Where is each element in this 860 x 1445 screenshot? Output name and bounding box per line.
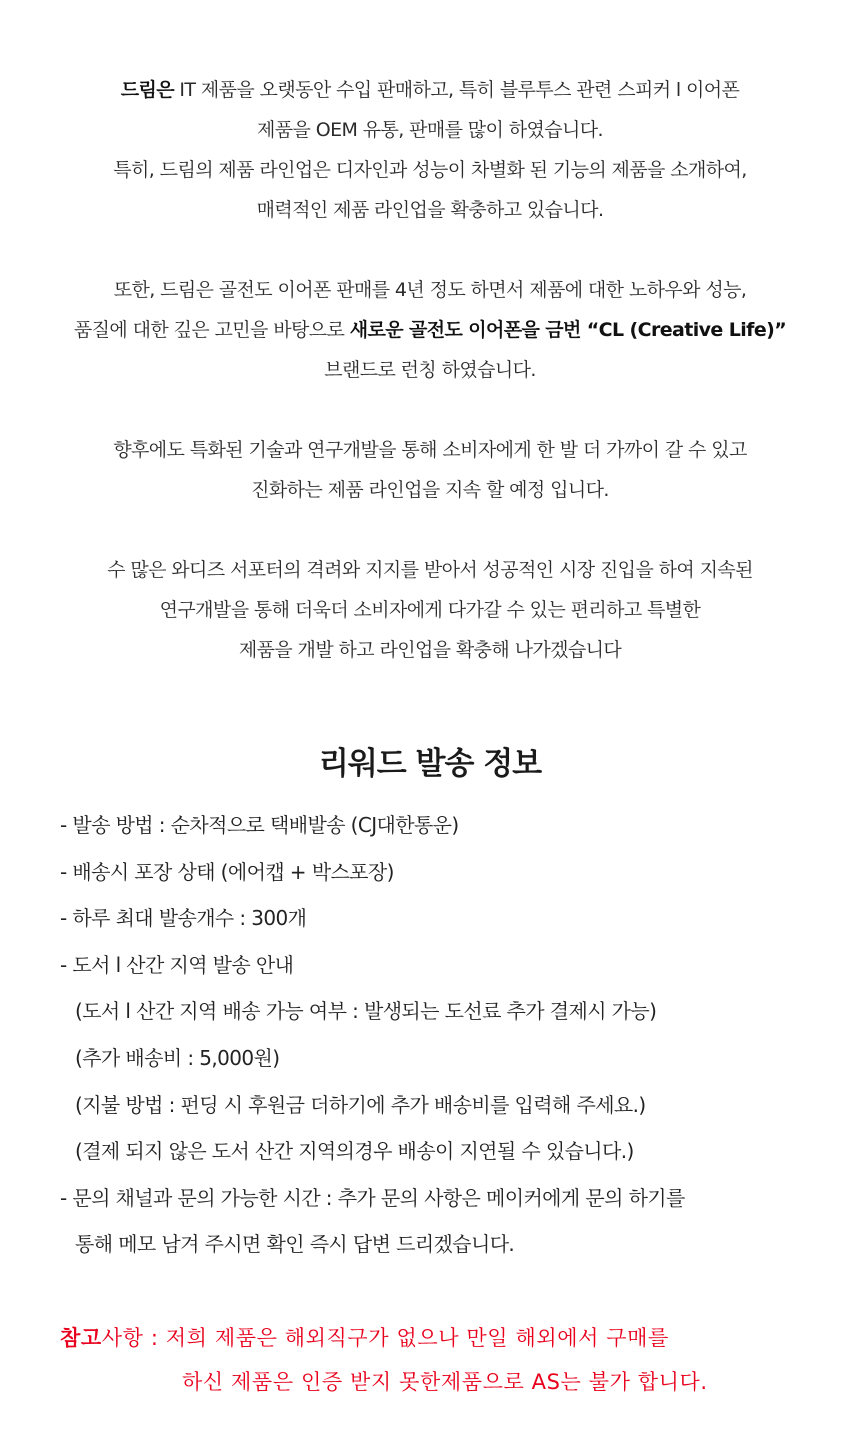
reference-note	[60, 1316, 840, 1404]
intro-line: 특히, 드림의 제품 라인업은 디자인과 성능이 차별화 된 기능의 제품을 소개하여,	[113, 159, 747, 181]
brand-introduction	[0, 70, 860, 670]
intro-line: 드림은 IT 제품을 오랫동안 수입 판매하고, 특히 블루투스 관련 스피커 l 이어폰	[120, 79, 740, 101]
intro-line: 매력적인 제품 라인업을 확충하고 있습니다.	[256, 199, 604, 221]
shipping-info-line: - 도서 l 산간 지역 발송 안내	[60, 952, 294, 977]
brand-launch-highlight: 새로운 골전도 이어폰을 금번 “CL (Creative Life)”	[349, 319, 787, 341]
shipping-info-line: - 배송시 포장 상태 (에어캡 + 박스포장)	[60, 859, 394, 884]
shipping-info-line: (추가 배송비 : 5,000원)	[75, 1045, 280, 1070]
intro-line: 품질에 대한 깊은 고민을 바탕으로 새로운 골전도 이어폰을 금번 “CL (Creative Life)”	[73, 319, 787, 341]
paragraph-gap	[0, 230, 860, 270]
intro-line: 향후에도 특화된 기술과 연구개발을 통해 소비자에게 한 발 더 가까이 갈 수 있고	[113, 439, 747, 461]
paragraph-gap	[0, 390, 860, 430]
note-line: 참고사항 : 저희 제품은 해외직구가 없으나 만일 해외에서 구매를	[60, 1326, 669, 1350]
shipping-info-line: - 하루 최대 발송개수 : 300개	[60, 906, 307, 931]
intro-line: 진화하는 제품 라인업을 지속 할 예정 입니다.	[251, 479, 609, 501]
intro-line: 제품을 OEM 유통, 판매를 많이 하였습니다.	[257, 119, 603, 141]
shipping-info-line: (지불 방법 : 펀딩 시 후원금 더하기에 추가 배송비를 입력해 주세요.)	[75, 1092, 646, 1117]
shipping-info-line: - 발송 방법 : 순차적으로 택배발송 (CJ대한통운)	[60, 813, 459, 837]
shipping-info-line: 통해 메모 남겨 주시면 확인 즉시 답변 드리겠습니다.	[75, 1232, 515, 1257]
note-line: 하신 제품은 인증 받지 못한제품으로 AS는 불가 합니다.	[182, 1370, 708, 1394]
reward-shipping-info	[60, 802, 820, 1268]
intro-line: 제품을 개발 하고 라인업을 확충해 나가겠습니다	[238, 639, 622, 661]
intro-line: 수 많은 와디즈 서포터의 격려와 지지를 받아서 성공적인 시장 진입을 하여 지속된	[107, 559, 753, 581]
brand-name: 드림은	[120, 79, 174, 101]
note-label: 참고	[60, 1326, 102, 1350]
shipping-info-line: - 문의 채널과 문의 가능한 시간 : 추가 문의 사항은 메이커에게 문의 하기를	[60, 1185, 685, 1210]
intro-line: 연구개발을 통해 더욱더 소비자에게 다가갈 수 있는 편리하고 특별한	[159, 599, 701, 621]
paragraph-gap	[0, 510, 860, 550]
intro-line: 브랜드로 런칭 하였습니다.	[324, 359, 536, 381]
shipping-info-line: (결제 되지 않은 도서 산간 지역의경우 배송이 지연될 수 있습니다.)	[75, 1139, 634, 1164]
reward-shipping-title: 리워드 발송 정보	[318, 746, 542, 782]
shipping-info-line: (도서 l 산간 지역 배송 가능 여부 : 발생되는 도선료 추가 결제시 가능)	[75, 999, 657, 1024]
intro-line: 또한, 드림은 골전도 이어폰 판매를 4년 정도 하면서 제품에 대한 노하우와 성능,	[113, 279, 747, 301]
